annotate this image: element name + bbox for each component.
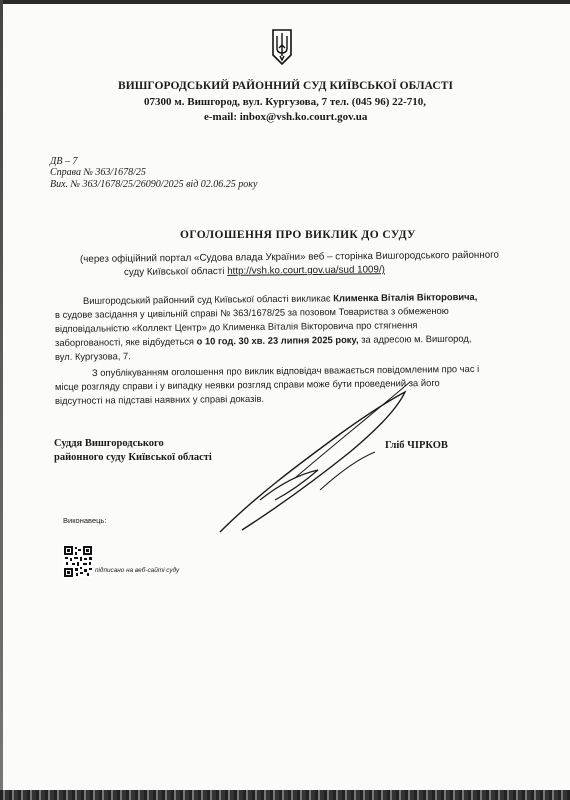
judge-name: Гліб ЧІРКОВ xyxy=(385,440,448,451)
body-line-4 xyxy=(55,333,472,348)
defendant-name: Клименка Віталія Вікторовича, xyxy=(333,290,478,304)
judge-title-line-2: районного суду Київської області xyxy=(54,452,212,463)
body-line-6: З опублікуванням оголошення про виклик відповідач вважається повідомленим про час і xyxy=(91,362,480,378)
judge-title xyxy=(54,437,212,465)
hearing-datetime: о 10 год. 30 хв. 23 липня 2025 року, xyxy=(196,333,359,347)
qr-code-icon xyxy=(63,545,93,578)
qr-note: підписано на веб-сайті суду xyxy=(95,567,180,574)
body-text: Вишгородський районний суд Київської області викликає xyxy=(82,292,334,306)
body-text: заборгованості, яке відбудеться xyxy=(54,335,197,348)
subtitle-line-2 xyxy=(124,264,385,278)
scan-edge-bottom xyxy=(0,790,570,800)
outgoing-number: Вих. № 363/1678/25/26090/2025 від 02.06.25 року xyxy=(50,179,258,190)
executor-label: Виконавець: xyxy=(63,516,107,525)
body-line-1 xyxy=(83,291,477,306)
body-line-3: відповідальністю «Коллект Центр» до Клименка Віталія Вікторовича про стягнення xyxy=(54,319,418,334)
court-email: e-mail: inbox@vsh.ko.court.gov.ua xyxy=(204,111,368,123)
scan-edge-top xyxy=(0,0,570,4)
court-website-link[interactable]: http://vsh.ko.court.gov.ua/sud 1009/) xyxy=(227,264,385,277)
body-line-7: місце розгляду справи і у випадку неявки розгляд справи може бути проведений за його xyxy=(54,376,440,392)
document-title: ОГОЛОШЕННЯ ПРО ВИКЛИК ДО СУДУ xyxy=(180,229,416,241)
court-name: ВИШГОРОДСЬКИЙ РАЙОННИЙ СУД КИЇВСЬКОЇ ОБЛАСТІ xyxy=(118,80,453,92)
handwritten-signature xyxy=(200,372,430,542)
body-line-8: відсутності на підставі наявних у справі доказів. xyxy=(54,392,265,406)
court-address: 07300 м. Вишгород, вул. Кургузова, 7 тел. (045 96) 22-710, xyxy=(144,96,427,108)
trident-emblem-icon xyxy=(271,28,293,66)
subtitle-text: суду Київської області xyxy=(123,265,228,278)
subtitle-line-1: (через офіційний портал «Судова влада України» веб – сторінка Вишгородського районного xyxy=(79,249,500,265)
case-number: Справа № 363/1678/25 xyxy=(50,167,146,178)
body-line-5: вул. Кургузова, 7. xyxy=(54,350,131,362)
body-line-2: в судове засідання у цивільній справі № 363/1678/25 за позовом Товариства з обмеженою xyxy=(54,304,449,320)
document-code: ДВ – 7 xyxy=(50,156,78,167)
judge-title-line-1: Суддя Вишгородського xyxy=(54,438,164,449)
body-text: за адресою м. Вишгород, xyxy=(358,332,472,345)
scan-edge-left xyxy=(0,0,3,800)
